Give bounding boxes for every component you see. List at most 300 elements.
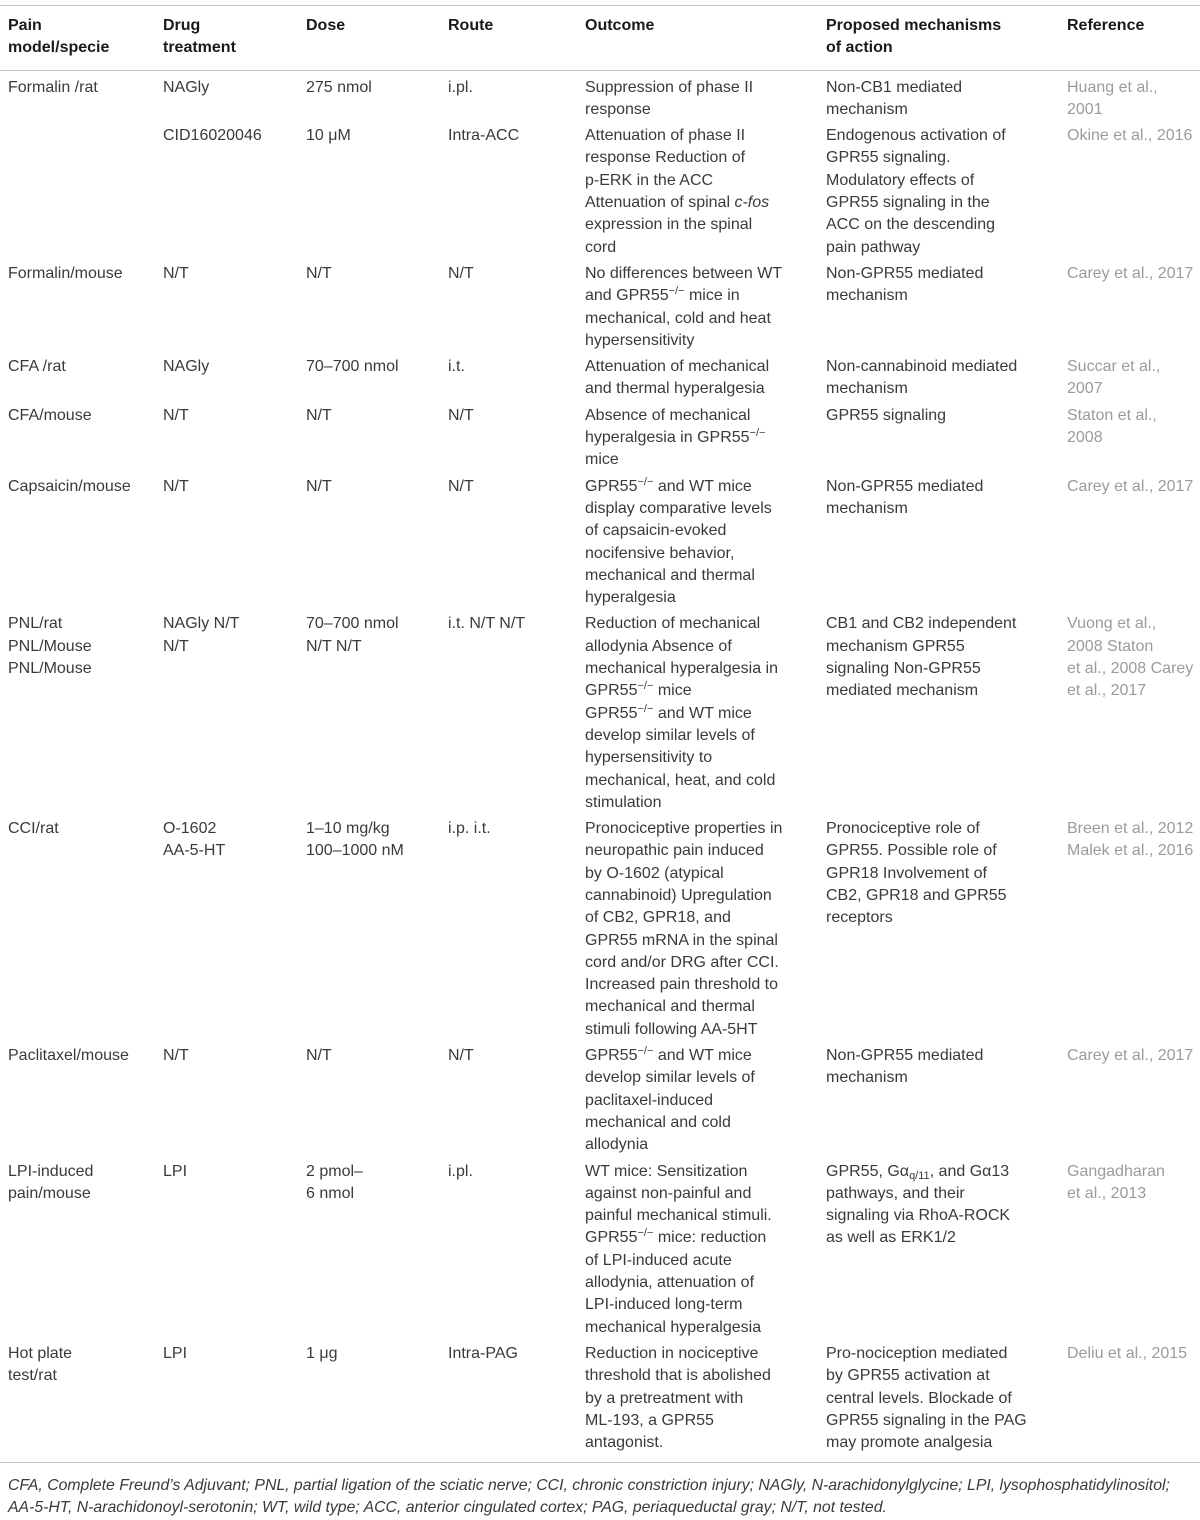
cell-line: LPI-induced long-term [585, 1296, 743, 1314]
text-segment: GPR55 [585, 682, 638, 700]
cell-line: 70–700 nmol [306, 615, 399, 633]
reference-link[interactable]: Succar et al., [1067, 358, 1161, 376]
reference-link[interactable]: Carey et al., 2017 [1067, 264, 1194, 282]
cell-line: CFA/mouse [8, 406, 92, 424]
cell-line: signaling Non-GPR55 [826, 660, 981, 678]
cell-line: hypersensitivity to [585, 749, 713, 767]
cell-line: Route [448, 17, 494, 34]
cell-line: mechanical, cold and heat [585, 309, 771, 327]
reference-cell [1059, 611, 1200, 816]
reference-link[interactable]: Okine et al., 2016 [1067, 127, 1193, 145]
cell-line [585, 1227, 818, 1249]
table-header [0, 5, 1200, 71]
reference-link[interactable]: Gangadharan [1067, 1162, 1165, 1180]
cell-line: Reference [1067, 17, 1145, 34]
cell-line: N/T [306, 264, 332, 282]
reference-link[interactable]: et al., 2013 [1067, 1184, 1147, 1202]
cell-line: display comparative levels [585, 499, 772, 517]
superscript: −/− [668, 285, 685, 298]
cell-line: antagonist. [585, 1434, 664, 1452]
mechanism-cell [818, 1159, 1059, 1341]
route-cell [440, 1043, 577, 1158]
cell-line: may promote analgesia [826, 1434, 993, 1452]
cell-line: mechanism [826, 100, 908, 118]
cell-line: i.t. [448, 358, 465, 376]
dose-cell [298, 403, 440, 474]
reference-link[interactable]: Deliu et al., 2015 [1067, 1344, 1188, 1362]
cell-line: Attenuation of phase II [585, 127, 746, 145]
cell-line [585, 1045, 818, 1067]
table-body [0, 71, 1200, 1464]
cell-line: test/rat [8, 1367, 57, 1385]
cell-line: signaling via RhoA-ROCK [826, 1207, 1011, 1225]
cell-line: Increased pain threshold to [585, 976, 779, 994]
cell-line: CID16020046 [163, 127, 262, 145]
cell-line: allodynia Absence of [585, 637, 732, 655]
drug-treatment-cell [155, 1043, 298, 1158]
superscript: −/− [637, 475, 654, 488]
column-header-mechanism [818, 5, 1059, 71]
pain-model-cell [0, 816, 155, 1043]
table-row [0, 261, 1200, 354]
cell-line: nocifensive behavior, [585, 544, 735, 562]
cell-line: AA-5-HT [163, 842, 226, 860]
text-segment: and WT mice [653, 477, 752, 495]
superscript: −/− [749, 427, 766, 440]
reference-link[interactable]: Carey et al., 2017 [1067, 1047, 1194, 1065]
cell-line: pain pathway [826, 238, 921, 256]
cell-line: Formalin/mouse [8, 264, 123, 282]
cell-line: GPR55 signaling. [826, 149, 951, 167]
column-header-outcome [577, 5, 818, 71]
subscript: q/11 [909, 1169, 930, 1182]
cell-line: mechanical and thermal [585, 566, 755, 584]
table-row [0, 1159, 1200, 1341]
column-header-route [440, 5, 577, 71]
column-header-pain-model [0, 5, 155, 71]
cell-line: threshold that is abolished [585, 1367, 771, 1385]
route-cell [440, 611, 577, 816]
cell-line: Suppression of phase II [585, 78, 754, 96]
cell-line: pathways, and their [826, 1184, 965, 1202]
cell-line: Pronociceptive properties in [585, 820, 783, 838]
cell-line: 6 nmol [306, 1184, 355, 1202]
cell-line: NAGly [163, 358, 210, 376]
cell-line: Drug [163, 17, 201, 34]
text-segment: GPR55 [585, 477, 638, 495]
drug-treatment-cell [155, 474, 298, 612]
cell-line: Intra-ACC [448, 127, 520, 145]
table-row [0, 474, 1200, 612]
text-segment: , and Gα13 [929, 1162, 1010, 1180]
pain-model-cell [0, 403, 155, 474]
cell-line: ACC on the descending [826, 216, 995, 234]
cell-line: 1–10 mg/kg [306, 820, 390, 838]
cell-line: paclitaxel-induced [585, 1091, 714, 1109]
cell-line: Absence of mechanical [585, 406, 751, 424]
pain-model-cell [0, 1341, 155, 1463]
superscript: −/− [637, 702, 654, 715]
pain-model-cell [0, 1043, 155, 1158]
cell-line: 2 pmol– [306, 1162, 363, 1180]
pain-model-cell [0, 611, 155, 816]
cell-line: by O-1602 (atypical [585, 864, 724, 882]
column-header-drug-treatment [155, 5, 298, 71]
cell-line: expression in the spinal [585, 216, 753, 234]
cell-line: No differences between WT [585, 264, 783, 282]
cell-line: N/T [306, 406, 332, 424]
cell-line: mechanical hyperalgesia [585, 1318, 762, 1336]
cell-line: Non-GPR55 mediated [826, 477, 984, 495]
cell-line: treatment [163, 39, 236, 57]
reference-cell [1059, 403, 1200, 474]
cell-line [585, 680, 818, 702]
cell-line: LPI [163, 1344, 188, 1362]
cell-line: CFA, Complete Freund’s Adjuvant; PNL, partial ligation of the sciatic nerve; CCI, chronic constriction injury; NAGly, N-arachidonylglycine; LPI, lysophosphatidylinositol; [8, 1477, 1170, 1494]
drug-treatment-cell [155, 1159, 298, 1341]
outcome-cell [577, 1159, 818, 1341]
pain-model-cell [0, 1159, 155, 1341]
cell-line: central levels. Blockade of [826, 1389, 1012, 1407]
cell-line [585, 703, 818, 725]
cell-line: 1 μg [306, 1344, 338, 1362]
cell-line: hypersensitivity [585, 331, 695, 349]
drug-treatment-cell [155, 816, 298, 1043]
pain-model-cell [0, 354, 155, 403]
dose-cell [298, 261, 440, 354]
text-segment: GPR55 [585, 704, 638, 722]
reference-cell [1059, 1043, 1200, 1158]
data-table [0, 5, 1200, 1463]
drug-treatment-cell [155, 611, 298, 816]
reference-cell [1059, 71, 1200, 124]
reference-link[interactable]: 2008 Staton [1067, 637, 1154, 655]
cell-line: cord [585, 238, 617, 256]
superscript: −/− [637, 1045, 654, 1058]
cell-line [585, 476, 818, 498]
cell-line: NAGly N/T [163, 615, 240, 633]
cell-line: Pronociceptive role of [826, 820, 980, 838]
reference-link[interactable]: et al., 2017 [1067, 682, 1147, 700]
cell-line: cord and/or DRG after CCI. [585, 953, 779, 971]
pain-model-cell [0, 474, 155, 612]
cell-line: mediated mechanism [826, 682, 979, 700]
cell-line: N/T [448, 406, 474, 424]
cell-line: p-ERK in the ACC [585, 171, 714, 189]
dose-cell [298, 1159, 440, 1341]
drug-treatment-cell [155, 261, 298, 354]
reference-link[interactable]: Malek et al., 2016 [1067, 842, 1194, 860]
text-segment: mice [653, 682, 692, 700]
route-cell [440, 354, 577, 403]
cell-line: pain/mouse [8, 1184, 91, 1202]
cell-line: receptors [826, 909, 893, 927]
cell-line: Non-GPR55 mediated [826, 1047, 984, 1065]
cell-line: N/T [163, 406, 189, 424]
cell-line: PNL/Mouse [8, 660, 92, 678]
table-row [0, 123, 1200, 261]
cell-line: of capsaicin-evoked [585, 522, 727, 540]
cell-line: mechanical and thermal [585, 998, 755, 1016]
superscript: −/− [637, 1227, 654, 1240]
cell-line: WT mice: Sensitization [585, 1162, 748, 1180]
cell-line: hyperalgesia [585, 589, 676, 607]
cell-line: of LPI-induced acute [585, 1251, 732, 1269]
dose-cell [298, 354, 440, 403]
cell-line: allodynia [585, 1136, 649, 1154]
pain-model-cell [0, 123, 155, 261]
cell-line: Endogenous activation of [826, 127, 1006, 145]
reference-cell [1059, 1341, 1200, 1463]
cell-line: mechanism [826, 1069, 908, 1087]
dose-cell [298, 816, 440, 1043]
cell-line: GPR55. Possible role of [826, 842, 997, 860]
cell-line: Hot plate [8, 1344, 73, 1362]
cell-line: Formalin /rat [8, 78, 98, 96]
cell-line: N/T [306, 1047, 332, 1065]
dose-cell [298, 123, 440, 261]
route-cell [440, 474, 577, 612]
cell-line: of CB2, GPR18, and [585, 909, 731, 927]
cell-line: i.pl. [448, 1162, 473, 1180]
route-cell [440, 71, 577, 124]
cell-line: Reduction in nociceptive [585, 1344, 759, 1362]
outcome-cell [577, 611, 818, 816]
drug-treatment-cell [155, 354, 298, 403]
mechanism-cell [818, 354, 1059, 403]
reference-link[interactable]: Staton et al., [1067, 406, 1157, 424]
table-row [0, 1341, 1200, 1463]
route-cell [440, 816, 577, 1043]
cell-line: 275 nmol [306, 78, 372, 96]
table-row [0, 611, 1200, 816]
cell-line: Proposed mechanisms [826, 17, 1002, 34]
outcome-cell [577, 474, 818, 612]
reference-link[interactable]: 2007 [1067, 380, 1103, 398]
cell-line: GPR18 Involvement of [826, 864, 987, 882]
cell-line: CB2, GPR18 and GPR55 [826, 886, 1007, 904]
cell-line: N/T [163, 264, 189, 282]
cell-line: Non-cannabinoid mediated [826, 358, 1018, 376]
route-cell [440, 261, 577, 354]
mechanism-cell [818, 1043, 1059, 1158]
cell-line: mechanism [826, 499, 908, 517]
cell-line: Attenuation of mechanical [585, 358, 770, 376]
table-footnote [8, 1475, 1170, 1520]
cell-line: response [585, 100, 651, 118]
drug-treatment-cell [155, 1341, 298, 1463]
outcome-cell [577, 403, 818, 474]
reference-link[interactable]: Carey et al., 2017 [1067, 477, 1194, 495]
cell-line: and thermal hyperalgesia [585, 380, 765, 398]
cell-line: Outcome [585, 17, 655, 34]
cell-line: CCI/rat [8, 820, 59, 838]
cell-line: LPI-induced [8, 1162, 94, 1180]
cell-line: develop similar levels of [585, 726, 755, 744]
outcome-cell [577, 1341, 818, 1463]
dose-cell [298, 1043, 440, 1158]
cell-line: develop similar levels of [585, 1069, 755, 1087]
cell-line: mechanical hyperalgesia in [585, 660, 778, 678]
cell-line: Intra-PAG [448, 1344, 518, 1362]
cell-line: mechanical, heat, and cold [585, 771, 776, 789]
reference-link[interactable]: Huang et al., [1067, 78, 1158, 96]
outcome-cell [577, 816, 818, 1043]
reference-cell [1059, 474, 1200, 612]
cell-line: O-1602 [163, 820, 217, 838]
cell-line: N/T [448, 264, 474, 282]
cell-line: GPR55 mRNA in the spinal [585, 931, 778, 949]
cell-line: LPI [163, 1162, 188, 1180]
cell-line: 10 μM [306, 127, 351, 145]
cell-line: stimulation [585, 793, 662, 811]
cell-line: response Reduction of [585, 149, 746, 167]
cell-line: by GPR55 activation at [826, 1367, 990, 1385]
cell-line: by a pretreatment with [585, 1389, 744, 1407]
reference-link[interactable]: et al., 2008 Carey [1067, 660, 1194, 678]
mechanism-cell [818, 123, 1059, 261]
cell-line: i.t. N/T N/T [448, 615, 526, 633]
text-segment: mice in [684, 287, 740, 305]
cell-line [585, 427, 818, 449]
outcome-cell [577, 261, 818, 354]
column-header-reference [1059, 5, 1200, 71]
cell-line: cannabinoid) Upregulation [585, 886, 772, 904]
mechanism-cell [818, 474, 1059, 612]
cell-line: CFA /rat [8, 358, 66, 376]
reference-cell [1059, 1159, 1200, 1341]
mechanism-cell [818, 611, 1059, 816]
cell-line: PNL/Mouse [8, 637, 92, 655]
cell-line [585, 285, 818, 307]
text-segment: and GPR55 [585, 287, 669, 305]
mechanism-cell [818, 1341, 1059, 1463]
cell-line: neuropathic pain induced [585, 842, 764, 860]
cell-line: 70–700 nmol [306, 358, 399, 376]
cell-line: N/T N/T [306, 637, 362, 655]
cell-line: N/T [163, 477, 189, 495]
route-cell [440, 1159, 577, 1341]
reference-link[interactable]: Vuong et al., [1067, 615, 1157, 633]
reference-link[interactable]: Breen et al., 2012 [1067, 820, 1194, 838]
route-cell [440, 403, 577, 474]
dose-cell [298, 1341, 440, 1463]
dose-cell [298, 71, 440, 124]
pain-model-cell [0, 261, 155, 354]
mechanism-cell [818, 403, 1059, 474]
cell-line: Non-GPR55 mediated [826, 264, 984, 282]
outcome-cell [577, 1043, 818, 1158]
mechanism-cell [818, 71, 1059, 124]
cell-line: i.p. i.t. [448, 820, 491, 838]
drug-treatment-cell [155, 123, 298, 261]
cell-line: NAGly [163, 78, 210, 96]
dose-cell [298, 611, 440, 816]
reference-cell [1059, 123, 1200, 261]
cell-line: N/T [163, 637, 189, 655]
text-segment: and WT mice [653, 704, 752, 722]
reference-cell [1059, 354, 1200, 403]
cell-line: mechanical and cold [585, 1113, 731, 1131]
text-segment: and WT mice [653, 1047, 752, 1065]
mechanism-cell [818, 261, 1059, 354]
reference-link[interactable]: 2008 [1067, 429, 1103, 447]
table-row [0, 354, 1200, 403]
table-row [0, 403, 1200, 474]
cell-line: GPR55 signaling in the [826, 194, 990, 212]
italic-text: c-fos [734, 194, 770, 212]
outcome-cell [577, 123, 818, 261]
text-segment: GPR55 [585, 1047, 638, 1065]
cell-line: Dose [306, 17, 346, 34]
cell-line: i.pl. [448, 78, 473, 96]
route-cell [440, 1341, 577, 1463]
superscript: −/− [637, 680, 654, 693]
cell-line: N/T [448, 1047, 474, 1065]
table-row [0, 71, 1200, 124]
drug-treatment-cell [155, 403, 298, 474]
reference-cell [1059, 261, 1200, 354]
route-cell [440, 123, 577, 261]
outcome-cell [577, 71, 818, 124]
cell-line: Pro-nociception mediated [826, 1344, 1008, 1362]
cell-line: GPR55 signaling [826, 406, 947, 424]
column-header-dose [298, 5, 440, 71]
cell-line: Modulatory effects of [826, 171, 975, 189]
text-segment: GPR55, Gα [826, 1162, 910, 1180]
cell-line: PNL/rat [8, 615, 63, 633]
cell-line [585, 192, 818, 214]
cell-line: Reduction of mechanical [585, 615, 761, 633]
cell-line: 100–1000 nM [306, 842, 404, 860]
pain-model-cell [0, 71, 155, 124]
outcome-cell [577, 354, 818, 403]
cell-line: Pain [8, 17, 42, 34]
cell-line: Non-CB1 mediated [826, 78, 963, 96]
cell-line: model/specie [8, 39, 110, 57]
cell-line: Capsaicin/mouse [8, 477, 131, 495]
cell-line: GPR55 signaling in the PAG [826, 1411, 1027, 1429]
cell-line: mechanism GPR55 [826, 637, 965, 655]
cell-line: N/T [163, 1047, 189, 1065]
cell-line: of action [826, 39, 893, 57]
header-row [0, 5, 1200, 71]
cell-line: Paclitaxel/mouse [8, 1047, 129, 1065]
text-segment: hyperalgesia in GPR55 [585, 429, 750, 447]
cell-line: against non-painful and [585, 1184, 752, 1202]
dose-cell [298, 474, 440, 612]
reference-cell [1059, 816, 1200, 1043]
cell-line: allodynia, attenuation of [585, 1274, 755, 1292]
cell-line: painful mechanical stimuli. [585, 1207, 772, 1225]
reference-link[interactable]: 2001 [1067, 100, 1103, 118]
text-segment: mice: reduction [653, 1229, 767, 1247]
cell-line: ML-193, a GPR55 [585, 1411, 714, 1429]
text-segment: GPR55 [585, 1229, 638, 1247]
table-row [0, 816, 1200, 1043]
mechanism-cell [818, 816, 1059, 1043]
cell-line: N/T [306, 477, 332, 495]
cell-line: N/T [448, 477, 474, 495]
cell-line: mechanism [826, 287, 908, 305]
cell-line: stimuli following AA-5HT [585, 1020, 758, 1038]
cell-line: AA-5-HT, N-arachidonoyl-serotonin; WT, wild type; ACC, anterior cingulated cortex; PAG, periaqueductal gray; N/T, not tested. [8, 1499, 887, 1517]
cell-line [826, 1161, 1059, 1183]
text-segment: Attenuation of spinal [585, 194, 735, 212]
cell-line: as well as ERK1/2 [826, 1229, 956, 1247]
cell-line: mice [585, 451, 619, 469]
table-row [0, 1043, 1200, 1158]
